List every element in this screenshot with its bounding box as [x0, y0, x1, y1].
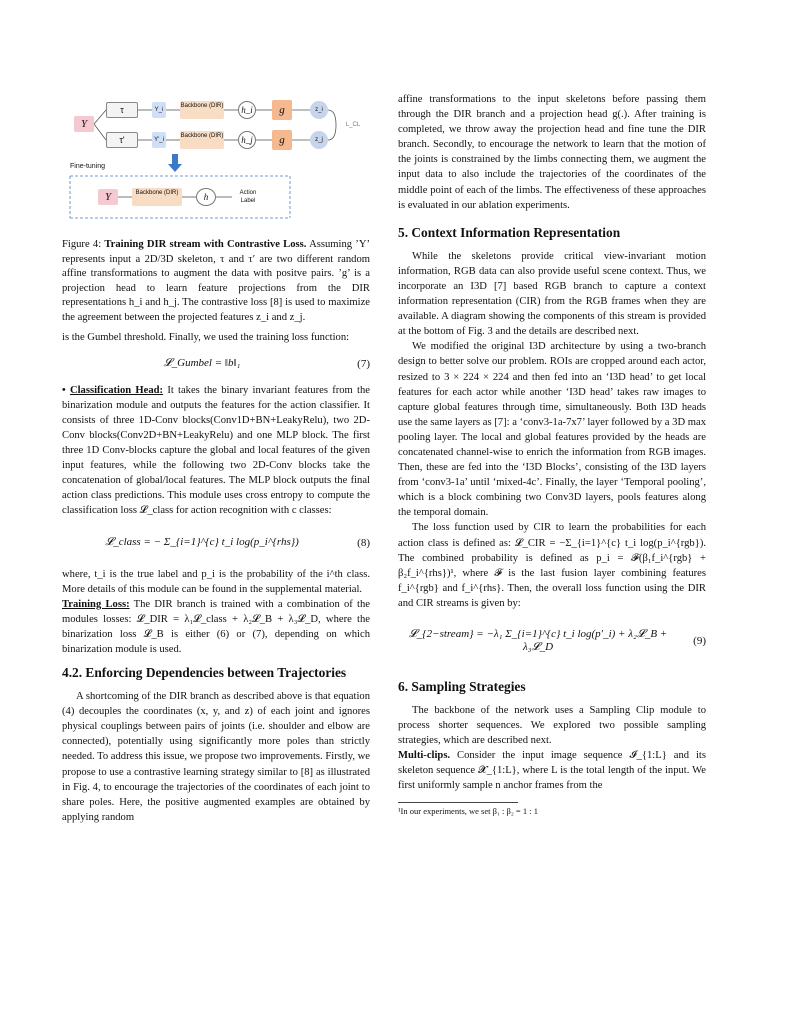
equation-7-number: (7)	[357, 357, 370, 370]
node-Y-ft: Y	[98, 189, 118, 205]
classification-head-title: Classification Head:	[69, 384, 164, 396]
paragraph-cir-loss: The loss function used by CIR to learn the probabilities for each action class is defined as: 𝓛_CIR = −Σ_{i=1}^{c} t_i log(p_i^{rgb}). The combined probability is defined as p_i = 𝓕(β₁f_i^{rgb} + β₂f_i^{rhs})¹, where 𝓕 is the last fusion layer combining features f_i^{rgb} and f_i^{rhs}. Then, the overall loss function using the DIR and CIR streams is given by:	[398, 522, 706, 609]
node-backbone-1: Backbone (DIR)	[180, 101, 224, 119]
node-g-2: g	[272, 130, 292, 150]
paragraph-classification-head: • Classification Head: It takes the binary invariant features from the binarization module and outputs the features for the action classifier. It consists of three 1D-Conv blocks(Conv1D+BN+LeakyRelu), two 2D-Conv blocks(Conv2D+BN+LeakyRelu) and one MLP block. The first three 1D Conv-blocks capture the global and local features of the given input features, while the following two 2D-Conv blocks take the concatenation of global/local features. The MLP block outputs the final action class predictions. This module uses cross entropy to compute the classification loss 𝓛_class for action recognition with c classes:	[62, 384, 370, 517]
equation-7-body: 𝓛_Gumbel = ‖b‖₁	[163, 357, 241, 370]
equation-9	[398, 619, 706, 663]
multi-clips-body: Consider the input image sequence 𝓘_{1:L} and its skeleton sequence 𝓧_{1:L}, where L is the total length of the input. We first uniformly sample n anchor frames from the	[398, 750, 706, 792]
paragraph-training-loss	[62, 597, 370, 657]
node-tau: τ	[106, 102, 138, 118]
node-action-label: Action Label	[239, 190, 257, 204]
multi-clips-title: Multi-clips.	[398, 750, 451, 762]
figure-4-diagram	[66, 92, 366, 232]
classification-head-body: It takes the binary invariant features from the binarization module and outputs the features for the action classifier. It consists of three 1D-Conv blocks(Conv1D+BN+LeakyRelu), two 2D-Conv blocks(Conv2D+BN+LeakyRelu) and one MLP block. The first three 1D Conv-blocks capture the global and local features of the given input features, while the following two 2D-Conv blocks take the concatenation of global/local features. The MLP block outputs the final action class predictions. This module uses cross entropy to compute the classification loss 𝓛_class for action recognition with c classes:	[62, 384, 370, 517]
footnote: ¹In our experiments, we set β₁ : β₂ = 1 : 1	[398, 802, 518, 817]
paragraph-sampling: The backbone of the network uses a Sampling Clip module to process shorter sequences. We explored two possible sampling strategies, which are described next.	[398, 705, 706, 747]
node-z-j: z_j	[310, 131, 328, 149]
node-y-tau: Y_i	[152, 102, 166, 118]
caption-bold: Training DIR stream with Contrastive Loss.	[104, 239, 307, 250]
right-column	[398, 92, 706, 817]
section-5-heading: 5. Context Information Representation	[398, 224, 621, 240]
node-tau-prime: τ'	[106, 132, 138, 148]
node-loss: L_CL	[345, 122, 361, 128]
figure-4-caption	[62, 238, 370, 326]
node-z-i: z_i	[310, 101, 328, 119]
paragraph-gumbel: is the Gumbel threshold. Finally, we used the training loss function:	[62, 331, 350, 343]
section-6-heading: 6. Sampling Strategies	[398, 679, 526, 694]
node-Y: Y	[74, 116, 94, 132]
paragraph-affine: affine transformations to the input skeletons before passing them through the DIR branch and a projection head g(.). After training is completed, we throw away the projection head and fine tune the DIR branch. Secondly, to encourage the network to learn that the motion of the joints is constrained by the limbs connecting them, we augment the input data to also include the trajectories of the coordinates of the middle point of each of the limbs. The effectiveness of these approaches is evaluated in our ablation experiments.	[398, 94, 706, 211]
left-column	[62, 92, 370, 825]
paragraph-multi-clips	[398, 748, 706, 793]
equation-8-body: 𝓛_class = − Σ_{i=1}^{c} t_i log(p_i^{rhs})	[105, 536, 299, 548]
equation-8	[62, 523, 370, 563]
node-backbone-3: Backbone (DIR)	[132, 188, 182, 206]
caption-head: Figure 4:	[62, 239, 105, 250]
node-h-j: h_j	[238, 131, 256, 149]
equation-9-body: 𝓛_{2−stream} = −λ₁ Σ_{i=1}^{c} t_i log(p′_i) + λ₂𝓛_B + λ₃𝓛_D	[408, 628, 668, 653]
node-backbone-2: Backbone (DIR)	[180, 131, 224, 149]
node-y-tau2: Y'_i	[152, 132, 166, 148]
node-h-i: h_i	[238, 101, 256, 119]
node-h-ft: h	[196, 188, 216, 206]
equation-8-number: (8)	[357, 536, 370, 549]
equation-9-number: (9)	[693, 635, 706, 647]
caption-body: Assuming ’Y’ represents input a 2D/3D skeleton, τ and τ′ are two different random affine transformations to augment the data with positve pairs. ’g’ is a projection head to learn feature projections from the DIR representations h_i and h_j. The contrastive loss [8] is used to maximize the agreement between the projected features z_i and z_j.	[62, 239, 371, 323]
paragraph-i3d: We modified the original I3D architecture by using a two-branch design to better solve our problem. ROIs are cropped around each actor, resized to 3 × 224 × 224 and then fed into an ‘I3D head’ to get local features for each actor while another ‘I3D head’ takes raw images to capture global features through time, simultaneously. Both I3D heads use the same layers as [7]: a ‘conv3-1a-7x7’ layer followed by a 3D max pooling layer. The local and global features provided by the heads are concatenated channel-wise to enrich the information from RGB images. Then, these are fed into the ‘I3D Blocks’, consisting of the I3D layers from ‘conv3-1a’ until ‘mixed-4c’. Finally, the layer ‘Temporal pooling’, which is a block combining two Conv3D layers, pools features along the temporal domain.	[398, 341, 706, 519]
paragraph-context: While the skeletons provide critical view-invariant motion information, RGB data can also provide useful scene context. Thus, we incorporate an I3D [7] based RGB branch to capture a context information representation (CIR) from the RGB frames when they are available. A diagram showing the components of this stream is provided at the bottom of Fig. 3 and the details are described next.	[398, 250, 706, 338]
label-fine-tuning: Fine-tuning	[70, 163, 106, 170]
training-loss-body: The DIR branch is trained with a combination of the modules losses: 𝓛_DIR = λ₁𝓛_class + λ₂𝓛_B + λ₃𝓛_D, where the binarization loss 𝓛_B is either (6) or (7), depending on which binarization module is used.	[62, 598, 371, 655]
equation-7	[62, 349, 370, 379]
section-4-2-heading: 4.2. Enforcing Dependencies between Trajectories	[62, 665, 347, 681]
paragraph-shortcoming: A shortcoming of the DIR branch as described above is that equation (4) decouples the coordinates (x, y, and z) of each joint and ignores physical couplings between pairs of joints (i.e. shoulder and elbow are connected), potentially using significantly more poles than strictly needed. To address this issue, we propose two improvements. Firstly, we propose to use a contrastive learning strategy similar to [8] as illustrated in Fig. 4, to encourage the trajectories of the coordinates of each joint to share poles. Here, the positive augmented examples are obtained by applying random	[62, 691, 370, 823]
node-g-1: g	[272, 100, 292, 120]
paragraph-where: where, t_i is the true label and p_i is the probability of the i^th class. More details of this module can be found in the supplemental material.	[62, 568, 370, 595]
training-loss-title: Training Loss:	[62, 598, 130, 610]
